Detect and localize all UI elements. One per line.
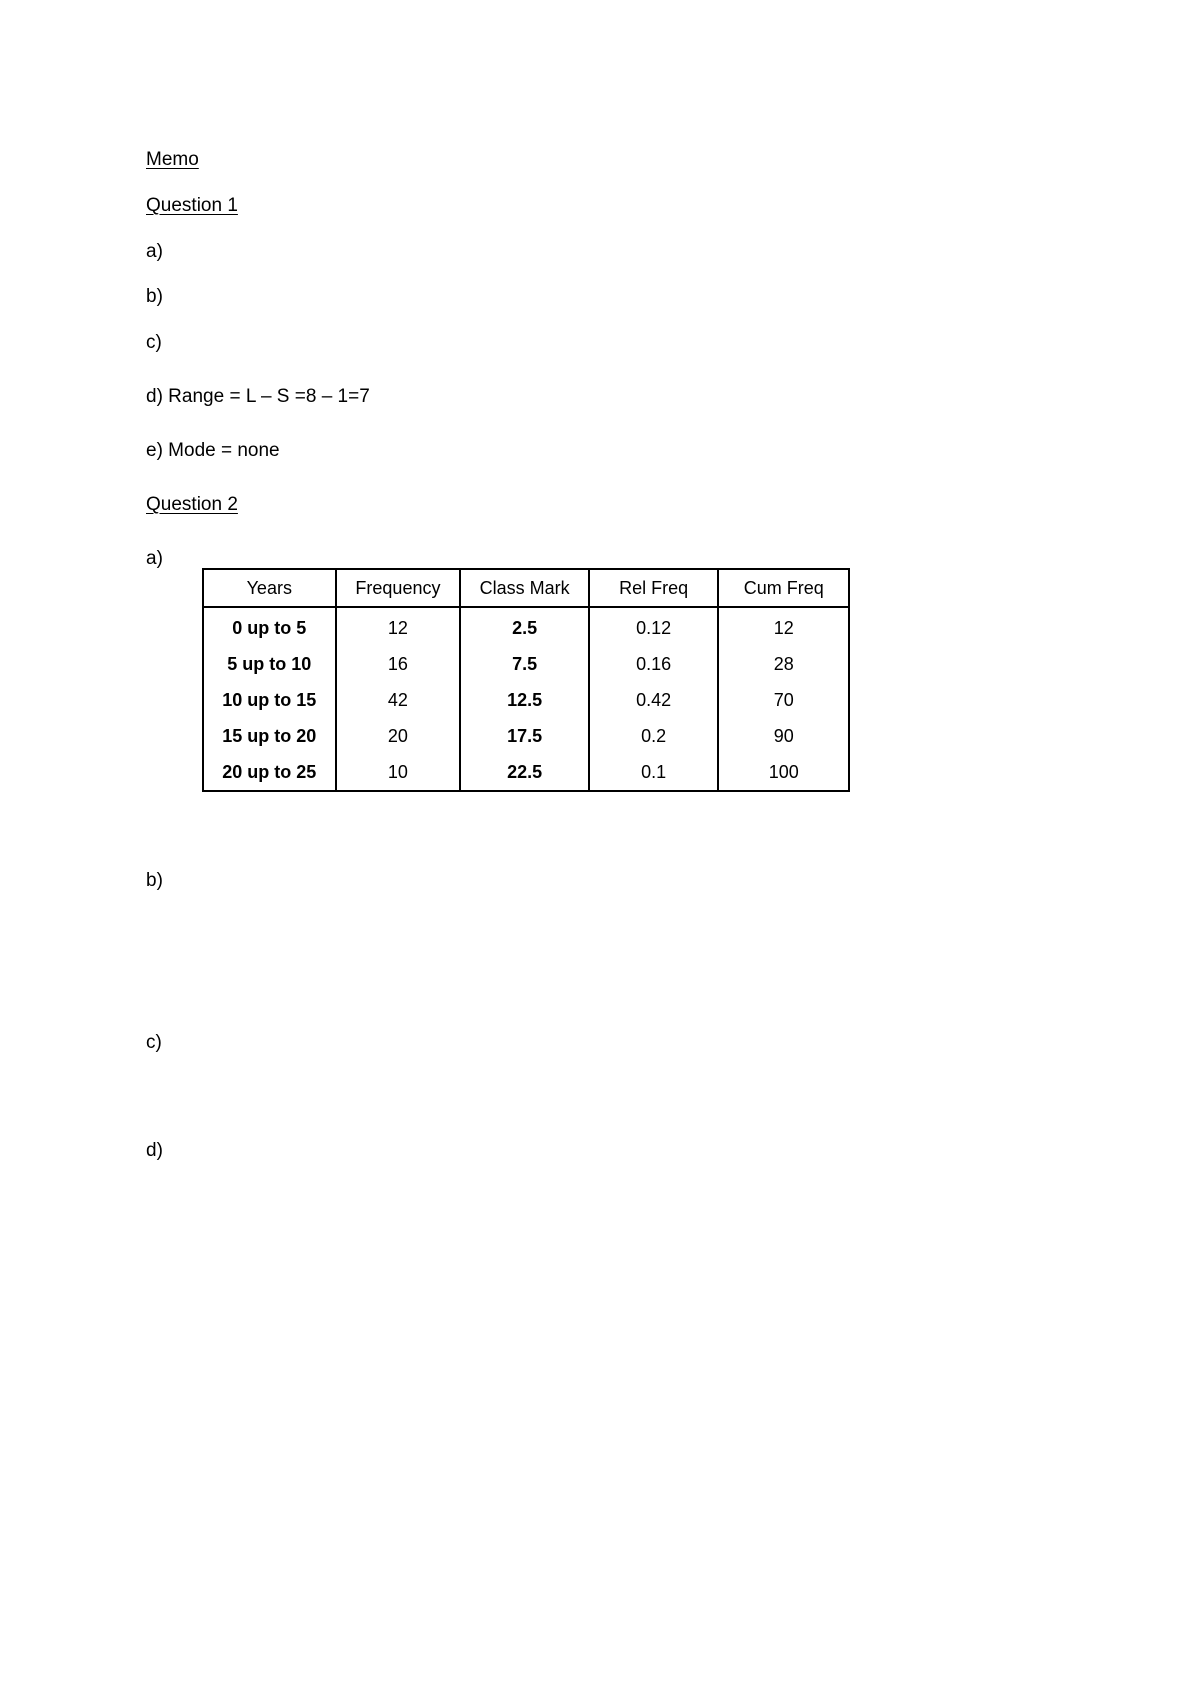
cell-class-mark: 12.5 xyxy=(460,682,589,718)
question-1-heading: Question 1 xyxy=(146,195,238,216)
table-row xyxy=(203,682,849,718)
cell-years: 5 up to 10 xyxy=(203,646,336,682)
cell-frequency: 20 xyxy=(336,718,461,754)
q2-part-a: a) xyxy=(146,548,163,569)
cell-frequency: 12 xyxy=(336,607,461,646)
cell-class-mark: 7.5 xyxy=(460,646,589,682)
frequency-table xyxy=(202,568,850,792)
cell-cum-freq: 28 xyxy=(718,646,849,682)
cell-rel-freq: 0.1 xyxy=(589,754,719,791)
q1-part-b: b) xyxy=(146,286,163,307)
q1-part-a: a) xyxy=(146,241,163,262)
cell-cum-freq: 100 xyxy=(718,754,849,791)
cell-cum-freq: 12 xyxy=(718,607,849,646)
cell-years: 15 up to 20 xyxy=(203,718,336,754)
memo-heading: Memo xyxy=(146,149,199,170)
table-header-row xyxy=(203,569,849,607)
table-row xyxy=(203,718,849,754)
table-row xyxy=(203,754,849,791)
q1-part-c: c) xyxy=(146,332,162,353)
cell-cum-freq: 70 xyxy=(718,682,849,718)
q2-part-c: c) xyxy=(146,1032,162,1053)
q1-part-d-range: d) Range = L – S =8 – 1=7 xyxy=(146,386,370,407)
cell-rel-freq: 0.42 xyxy=(589,682,719,718)
q2-part-d: d) xyxy=(146,1140,163,1161)
header-frequency: Frequency xyxy=(336,569,461,607)
cell-years: 10 up to 15 xyxy=(203,682,336,718)
cell-frequency: 10 xyxy=(336,754,461,791)
header-rel-freq: Rel Freq xyxy=(589,569,719,607)
cell-frequency: 42 xyxy=(336,682,461,718)
header-years: Years xyxy=(203,569,336,607)
question-2-heading: Question 2 xyxy=(146,494,238,515)
table-row xyxy=(203,646,849,682)
table-row xyxy=(203,607,849,646)
cell-frequency: 16 xyxy=(336,646,461,682)
cell-class-mark: 2.5 xyxy=(460,607,589,646)
cell-rel-freq: 0.16 xyxy=(589,646,719,682)
cell-years: 20 up to 25 xyxy=(203,754,336,791)
cell-class-mark: 22.5 xyxy=(460,754,589,791)
cell-rel-freq: 0.12 xyxy=(589,607,719,646)
header-class-mark: Class Mark xyxy=(460,569,589,607)
q1-part-e-mode: e) Mode = none xyxy=(146,440,280,461)
cell-years: 0 up to 5 xyxy=(203,607,336,646)
cell-class-mark: 17.5 xyxy=(460,718,589,754)
header-cum-freq: Cum Freq xyxy=(718,569,849,607)
cell-rel-freq: 0.2 xyxy=(589,718,719,754)
cell-cum-freq: 90 xyxy=(718,718,849,754)
q2-part-b: b) xyxy=(146,870,163,891)
